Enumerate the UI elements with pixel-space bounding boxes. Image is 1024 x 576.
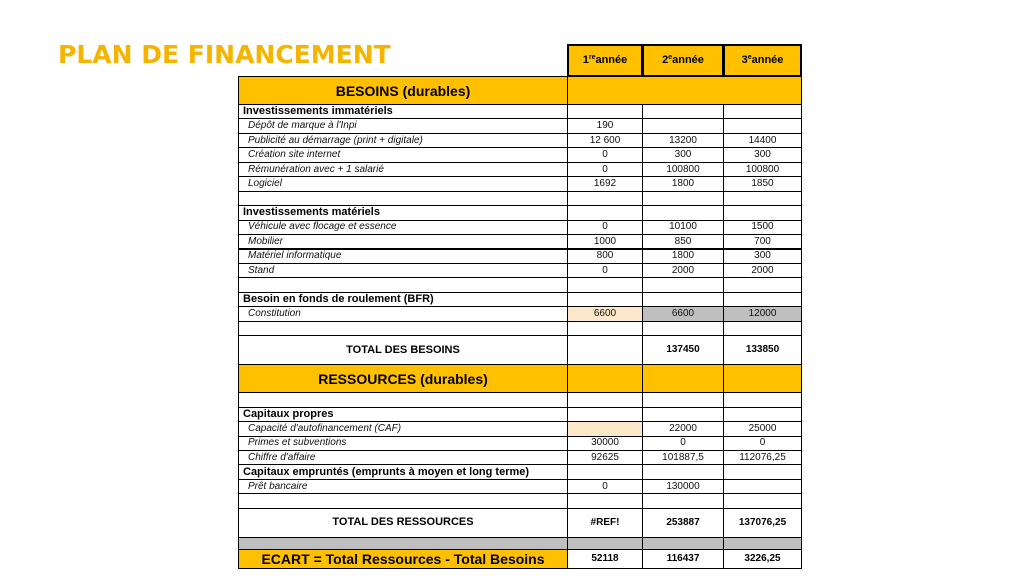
value-cell-year-1: 30000 [567, 436, 643, 451]
ressources-header-fill [567, 364, 643, 393]
empty-cell [238, 277, 568, 292]
section-title: Investissements matériels [238, 205, 568, 220]
section-title: Capitaux propres [238, 407, 568, 422]
empty-cell [567, 392, 643, 407]
empty-cell [238, 392, 568, 407]
value-cell-year-1: 0 [567, 220, 643, 235]
empty-cell [238, 321, 568, 336]
value-cell-year-3: 100800 [723, 162, 802, 177]
value-cell-year-2: 13200 [642, 133, 724, 148]
empty-cell [567, 277, 643, 292]
total-besoins-year-1 [567, 335, 643, 365]
ressources-header: RESSOURCES (durables) [238, 364, 568, 393]
section-title: Capitaux empruntés (emprunts à moyen et long terme) [238, 464, 568, 479]
empty-cell [567, 104, 643, 119]
year-header-part: année [595, 54, 628, 66]
ecart-year-1: 52118 [567, 549, 643, 569]
year-header-part: e [668, 54, 673, 61]
value-cell-year-2: 1800 [642, 176, 724, 191]
empty-cell [642, 191, 724, 206]
empty-cell [723, 205, 802, 220]
value-cell-year-2: 0 [642, 436, 724, 451]
value-cell-year-3 [723, 479, 802, 494]
row-label: Véhicule avec flocage et essence [238, 220, 568, 235]
total-besoins-label: TOTAL DES BESOINS [238, 335, 568, 365]
empty-cell [723, 191, 802, 206]
empty-cell [723, 493, 802, 508]
value-cell-year-3: 0 [723, 436, 802, 451]
empty-cell [723, 321, 802, 336]
value-cell-year-2: 1800 [642, 249, 724, 264]
total-ressources-year-3: 137076,25 [723, 508, 802, 538]
ressources-header-fill [723, 364, 802, 393]
empty-cell [642, 321, 724, 336]
ecart-year-3: 3226,25 [723, 549, 802, 569]
empty-cell [642, 104, 724, 119]
value-cell-year-1: 12 600 [567, 133, 643, 148]
value-cell-year-1: 92625 [567, 450, 643, 465]
value-cell-year-1 [567, 421, 643, 436]
year-header-part: année [751, 54, 784, 66]
empty-cell [567, 493, 643, 508]
value-cell-year-3 [723, 118, 802, 133]
value-cell-year-3: 1850 [723, 176, 802, 191]
empty-cell [642, 493, 724, 508]
value-cell-year-2: 850 [642, 234, 724, 249]
value-cell-year-2: 101887,5 [642, 450, 724, 465]
year-header-3 [723, 44, 802, 77]
row-label: Création site internet [238, 147, 568, 162]
total-ressources-year-1: #REF! [567, 508, 643, 538]
empty-cell [723, 292, 802, 307]
section-title: Besoin en fonds de roulement (BFR) [238, 292, 568, 307]
besoins-header-fill [567, 76, 802, 105]
value-cell-year-3: 700 [723, 234, 802, 249]
empty-cell [567, 205, 643, 220]
value-cell-year-3: 2000 [723, 263, 802, 278]
row-label: Constitution [238, 306, 568, 321]
total-besoins-year-2: 137450 [642, 335, 724, 365]
page-title: PLAN DE FINANCEMENT [58, 40, 391, 69]
empty-cell [642, 205, 724, 220]
empty-cell [642, 292, 724, 307]
value-cell-year-1: 6600 [567, 306, 643, 321]
value-cell-year-3: 14400 [723, 133, 802, 148]
empty-cell [642, 407, 724, 422]
empty-cell [723, 407, 802, 422]
empty-cell [723, 392, 802, 407]
year-header-part: 1 [582, 54, 589, 66]
total-ressources-label: TOTAL DES RESSOURCES [238, 508, 568, 538]
empty-cell [723, 277, 802, 292]
value-cell-year-1: 0 [567, 263, 643, 278]
empty-cell [723, 104, 802, 119]
row-label: Logiciel [238, 176, 568, 191]
empty-cell [642, 392, 724, 407]
year-header-2 [642, 44, 724, 77]
value-cell-year-2: 300 [642, 147, 724, 162]
value-cell-year-1: 0 [567, 147, 643, 162]
row-label: Publicité au démarrage (print + digitale) [238, 133, 568, 148]
value-cell-year-3: 1500 [723, 220, 802, 235]
value-cell-year-1: 1692 [567, 176, 643, 191]
value-cell-year-3: 300 [723, 147, 802, 162]
empty-cell [642, 277, 724, 292]
empty-cell [567, 407, 643, 422]
total-besoins-year-3: 133850 [723, 335, 802, 365]
year-header-part: 2 [662, 54, 669, 66]
empty-cell [567, 321, 643, 336]
value-cell-year-2: 2000 [642, 263, 724, 278]
row-label: Prêt bancaire [238, 479, 568, 494]
year-header-part: 3 [741, 54, 748, 66]
besoins-header: BESOINS (durables) [238, 76, 568, 105]
value-cell-year-3: 300 [723, 249, 802, 264]
empty-cell [238, 493, 568, 508]
total-ressources-year-2: 253887 [642, 508, 724, 538]
value-cell-year-2: 6600 [642, 306, 724, 321]
row-label: Chiffre d'affaire [238, 450, 568, 465]
value-cell-year-2: 100800 [642, 162, 724, 177]
empty-cell [567, 292, 643, 307]
ressources-header-fill [642, 364, 724, 393]
value-cell-year-1: 0 [567, 162, 643, 177]
section-title: Investissements immatériels [238, 104, 568, 119]
row-label: Rémunération avec + 1 salarié [238, 162, 568, 177]
ecart-year-2: 116437 [642, 549, 724, 569]
value-cell-year-1: 1000 [567, 234, 643, 249]
value-cell-year-1: 0 [567, 479, 643, 494]
empty-cell [642, 464, 724, 479]
value-cell-year-2: 130000 [642, 479, 724, 494]
ecart-label: ECART = Total Ressources - Total Besoins [238, 549, 568, 569]
value-cell-year-1: 800 [567, 249, 643, 264]
empty-cell [567, 191, 643, 206]
year-header-part: e [747, 54, 752, 61]
year-header-part: année [672, 54, 704, 66]
value-cell-year-3: 25000 [723, 421, 802, 436]
year-header-1 [567, 44, 643, 77]
row-label: Stand [238, 263, 568, 278]
year-header-part: re [588, 54, 596, 61]
row-label: Primes et subventions [238, 436, 568, 451]
empty-cell [238, 191, 568, 206]
row-label: Mobilier [238, 234, 568, 249]
value-cell-year-2 [642, 118, 724, 133]
value-cell-year-1: 190 [567, 118, 643, 133]
row-label: Dépôt de marque à l'Inpi [238, 118, 568, 133]
value-cell-year-3: 12000 [723, 306, 802, 321]
empty-cell [723, 464, 802, 479]
value-cell-year-3: 112076,25 [723, 450, 802, 465]
row-label: Capacité d'autofinancement (CAF) [238, 421, 568, 436]
empty-cell [567, 464, 643, 479]
row-label: Matériel informatique [238, 249, 568, 264]
value-cell-year-2: 10100 [642, 220, 724, 235]
value-cell-year-2: 22000 [642, 421, 724, 436]
